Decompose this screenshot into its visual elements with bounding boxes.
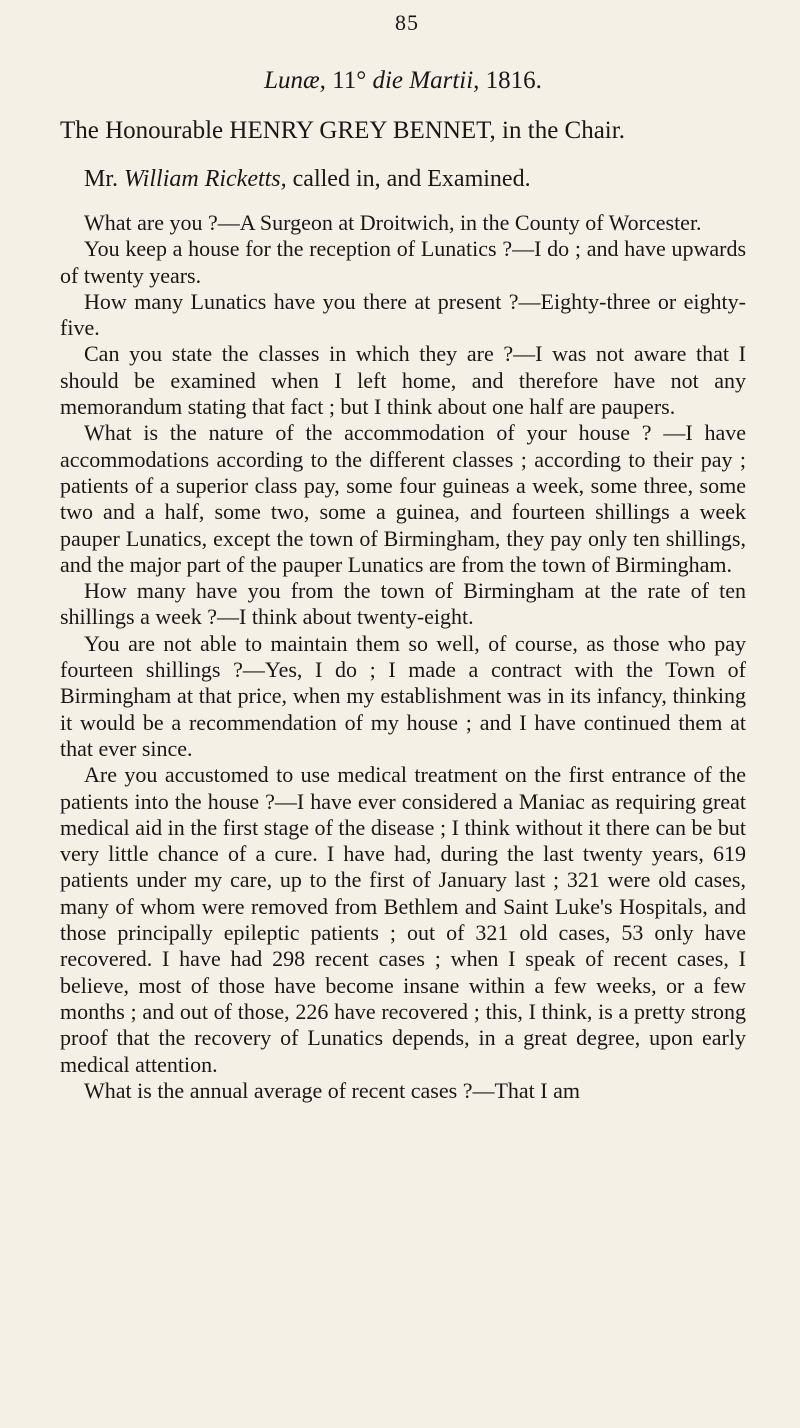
witness-title: Mr. (84, 166, 119, 192)
date-day-name: Lunæ, (264, 67, 326, 94)
witness-name: William Ricketts, (124, 166, 287, 192)
date-month: die Martii, (372, 67, 480, 94)
witness-status: called in, and Examined. (292, 166, 531, 192)
date-year: 1816. (485, 67, 542, 94)
testimony-paragraph: Can you state the classes in which they are ?—I was not aware that I should be examined when I left home, and therefore have not any memorandum stating that fact ; but I think about one half are paupers. (60, 341, 746, 420)
testimony-paragraph: You keep a house for the reception of Lunatics ?—I do ; and have upwards of twenty years. (60, 236, 746, 288)
testimony-paragraph: You are not able to maintain them so well, of course, as those who pay fourteen shillings ?—Yes, I do ; I made a contract with the Town of Birmingham at that price, when my establishment was in its infancy, thinking it would be a recommendation of my house ; and I have continued them at that ever since. (60, 630, 746, 761)
session-date-line (60, 66, 746, 96)
chair-line: The Honourable HENRY GREY BENNET, in the Chair. (60, 117, 625, 144)
testimony-paragraph: How many have you from the town of Birmingham at the rate of ten shillings a week ?—I think about twenty-eight. (60, 578, 746, 630)
testimony-paragraph: What is the annual average of recent cases ?—That I am (84, 1077, 580, 1103)
date-ordinal: 11° (332, 67, 367, 94)
testimony-paragraph: What is the nature of the accommodation of your house ? —I have accommodations according to the different classes ; according to their pay ; patients of a superior class pay, some four guineas a week, some three, some two and a half, some two, some a guinea, and fourteen shillings a week pauper Lunatics, except the town of Birmingham, they pay only ten shillings, and the major part of the pauper Lunatics are from the town of Birmingham. (60, 420, 746, 577)
testimony-paragraph: How many Lunatics have you there at present ?—Eighty-three or eighty-five. (60, 288, 746, 341)
page-number: 85 (395, 10, 419, 35)
testimony-paragraph: What are you ?—A Surgeon at Droitwich, in the County of Worcester. (84, 210, 702, 235)
testimony-paragraph: Are you accustomed to use medical treatment on the first entrance of the patients into the house ?—I have ever considered a Maniac as requiring great medical aid in the first stage of the disease ; I think without it there can be but very little chance of a cure. I have had, during the last twenty years, 619 patients under my care, up to the first of January last ; 321 were old cases, many of whom were removed from Bethlem and Saint Luke's Hospitals, and those principally epileptic patients ; out of 321 old cases, 53 only have recovered. I have had 298 recent cases ; when I speak of recent cases, I believe, most of those have become insane within a few weeks, or a few months ; and out of those, 226 have recovered ; this, I think, is a pretty strong proof that the recovery of Lunatics depends, in a great degree, upon early medical attention. (60, 762, 746, 1077)
witness-line (84, 164, 746, 194)
